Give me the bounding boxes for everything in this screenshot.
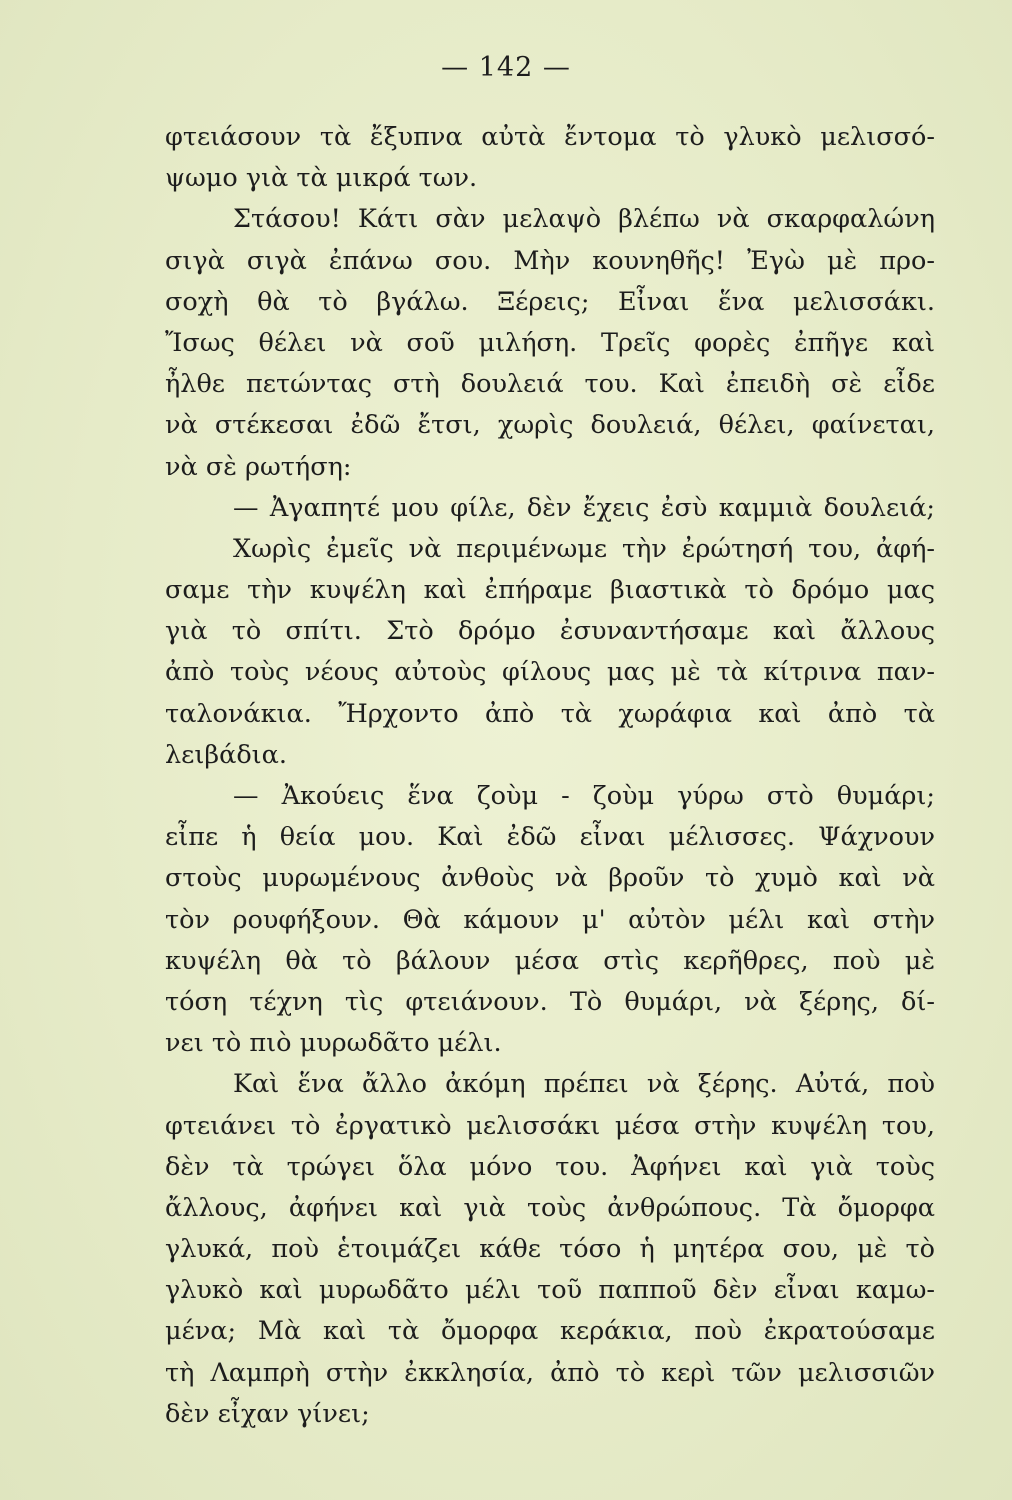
- text-line: φτειάνει τὸ ἐργατικὸ μελισσάκι μέσα στὴν κυψέλη του,: [165, 1110, 935, 1141]
- text-line: νὰ στέκεσαι ἐδῶ ἔτσι, χωρὶς δουλειά, θέλει, φαίνεται,: [165, 410, 935, 441]
- text-line: γλυκὸ καὶ μυρωδᾶτο μέλι τοῦ παπποῦ δὲν εἶναι καμω-: [165, 1275, 935, 1306]
- text-line: τόση τέχνη τὶς φτειάνουν. Τὸ θυμάρι, νὰ ξέρης, δί-: [165, 986, 935, 1017]
- text-line: τὴ Λαμπρὴ στὴν ἐκκλησία, ἀπὸ τὸ κερὶ τῶν μελισσιῶν: [165, 1357, 935, 1388]
- body-text: [165, 117, 935, 1435]
- text-line: γλυκά, ποὺ ἑτοιμάζει κάθε τόσο ἡ μητέρα σου, μὲ τὸ: [165, 1234, 935, 1265]
- text-line: δὲν τὰ τρώγει ὅλα μόνο του. Ἀφήνει καὶ γιὰ τοὺς: [165, 1151, 935, 1182]
- text-line: Στάσου! Κάτι σὰν μελαψὸ βλέπω νὰ σκαρφαλώνη: [233, 204, 935, 235]
- text-line: στοὺς μυρωμένους ἀνθοὺς νὰ βροῦν τὸ χυμὸ καὶ νὰ: [165, 863, 935, 894]
- text-line: Ἴσως θέλει νὰ σοῦ μιλήση. Τρεῖς φορὲς ἐπῆγε καὶ: [165, 327, 935, 358]
- text-line: μένα; Μὰ καὶ τὰ ὄμορφα κεράκια, ποὺ ἐκρατούσαμε: [165, 1316, 935, 1347]
- text-line: λειβάδια.: [165, 739, 288, 770]
- text-line: Καὶ ἕνα ἄλλο ἀκόμη πρέπει νὰ ξέρης. Αὐτά, ποὺ: [233, 1069, 935, 1100]
- text-line: — Ἀκούεις ἕνα ζοὺμ - ζοὺμ γύρω στὸ θυμάρι;: [233, 781, 935, 811]
- text-line: τὸν ρουφήξουν. Θὰ κάμουν μ' αὐτὸν μέλι καὶ στὴν: [165, 904, 935, 935]
- text-line: φτειάσουν τὰ ἔξυπνα αὐτὰ ἔντομα τὸ γλυκὸ μελισσό-: [165, 122, 935, 152]
- text-line: ἀπὸ τοὺς νέους αὐτοὺς φίλους μας μὲ τὰ κίτρινα παν-: [165, 657, 935, 688]
- text-line: γιὰ τὸ σπίτι. Στὸ δρόμο ἐσυναντήσαμε καὶ ἄλλους: [165, 616, 935, 647]
- text-line: κυψέλη θὰ τὸ βάλουν μέσα στὶς κερῆθρες, ποὺ μὲ: [165, 945, 935, 976]
- text-line: — Ἀγαπητέ μου φίλε, δὲν ἔχεις ἐσὺ καμμιὰ δουλειά;: [233, 492, 935, 523]
- page-number: — 142 —: [441, 52, 571, 83]
- text-line: ψωμο γιὰ τὰ μικρά των.: [165, 163, 478, 194]
- text-line: ἦλθε πετώντας στὴ δουλειά του. Καὶ ἐπειδὴ σὲ εἶδε: [165, 369, 935, 400]
- text-line: εἶπε ἡ θεία μου. Καὶ ἐδῶ εἶναι μέλισσες. Ψάχνουν: [165, 822, 935, 853]
- text-line: δὲν εἶχαν γίνει;: [165, 1398, 370, 1429]
- text-line: Χωρὶς ἐμεῖς νὰ περιμένωμε τὴν ἐρώτησή του, ἀφή-: [233, 533, 935, 564]
- text-line: σοχὴ θὰ τὸ βγάλω. Ξέρεις; Εἶναι ἕνα μελισσάκι.: [165, 286, 935, 317]
- text-line: ταλονάκια. Ἤρχοντο ἀπὸ τὰ χωράφια καὶ ἀπὸ τὰ: [165, 698, 935, 729]
- text-line: ἄλλους, ἀφήνει καὶ γιὰ τοὺς ἀνθρώπους. Τὰ ὄμορφα: [165, 1192, 935, 1223]
- text-line: σιγὰ σιγὰ ἐπάνω σου. Μὴν κουνηθῆς! Ἐγὼ μὲ προ-: [165, 245, 935, 276]
- text-line: νει τὸ πιὸ μυρωδᾶτο μέλι.: [165, 1028, 502, 1059]
- text-line: σαμε τὴν κυψέλη καὶ ἐπήραμε βιαστικὰ τὸ δρόμο μας: [165, 575, 935, 606]
- text-line: νὰ σὲ ρωτήση:: [165, 451, 352, 482]
